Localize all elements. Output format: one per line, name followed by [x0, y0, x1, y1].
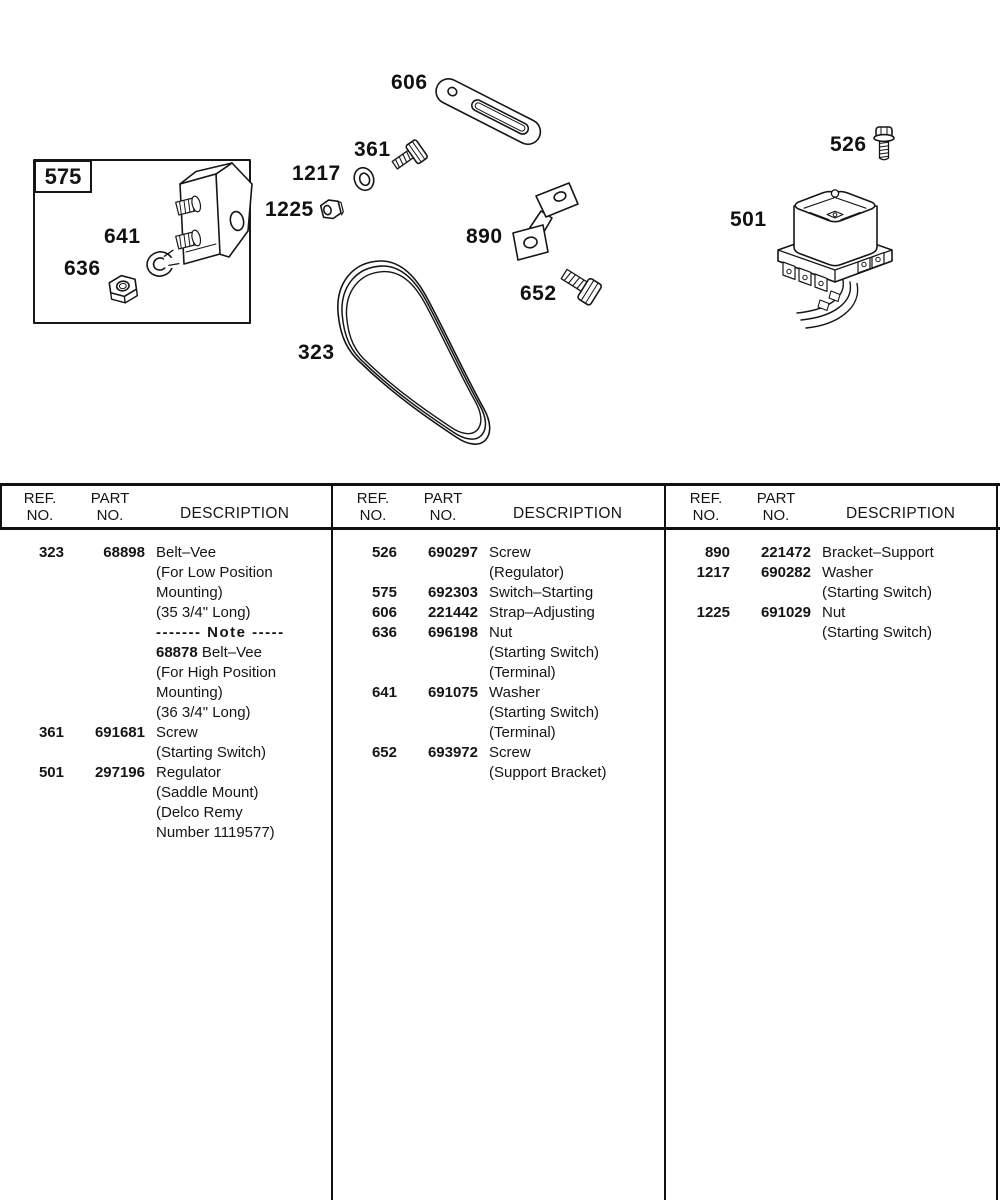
description-line: Regulator — [156, 764, 222, 781]
description-line: Screw — [156, 724, 198, 741]
part-label-652: 652 — [520, 282, 557, 305]
washer-1217-drawing — [351, 165, 377, 193]
description-cell — [478, 683, 599, 743]
ref-no-cell: 501 — [38, 764, 64, 781]
description-cell — [478, 743, 607, 783]
part-no-cell: 691075 — [427, 684, 478, 701]
table-header-group — [333, 486, 664, 527]
screw-526-drawing — [874, 127, 894, 160]
ref-no-header: REF. NO. — [23, 490, 57, 524]
ref-no-cell: 1225 — [696, 604, 730, 621]
description-cell — [811, 603, 932, 643]
description-line: (Regulator) — [489, 564, 565, 581]
description-header: DESCRIPTION — [180, 505, 290, 522]
description-cell — [145, 543, 285, 723]
table-body-column — [333, 543, 664, 783]
part-no-header: PART NO. — [90, 490, 130, 524]
part-no-cell: 693972 — [427, 744, 478, 761]
description-line: (Delco Remy — [156, 804, 243, 821]
description-line: Bracket–Support — [822, 544, 934, 561]
table-header-group — [666, 486, 997, 527]
description-line: (Support Bracket) — [489, 764, 607, 781]
description-line: Nut — [822, 604, 846, 621]
ref-no-cell: 575 — [371, 584, 397, 601]
description-line: Screw — [489, 744, 531, 761]
table-row — [666, 543, 997, 563]
description-header: DESCRIPTION — [513, 505, 623, 522]
nut-1225-drawing — [320, 197, 344, 220]
part-label-323: 323 — [298, 341, 335, 364]
ref-no-cell: 526 — [371, 544, 397, 561]
ref-no-header: REF. NO. — [356, 490, 390, 524]
description-cell — [478, 603, 595, 623]
table-row — [333, 743, 664, 783]
ref-no-cell: 606 — [371, 604, 397, 621]
part-label-575: 575 — [34, 160, 92, 193]
description-cell — [478, 623, 599, 683]
description-line: (Starting Switch) — [822, 584, 933, 601]
description-line: Mounting) — [156, 684, 223, 701]
ref-no-header: REF. NO. — [689, 490, 723, 524]
part-no-cell: 221472 — [760, 544, 811, 561]
description-cell — [145, 763, 275, 843]
part-label-890: 890 — [466, 225, 503, 248]
screw-361-drawing — [389, 139, 428, 175]
ref-no-cell: 641 — [371, 684, 397, 701]
description-header: DESCRIPTION — [846, 505, 956, 522]
table-row — [333, 603, 664, 623]
bracket-support-890-drawing — [513, 183, 578, 260]
regulator-drawing — [778, 190, 892, 328]
description-line: (For Low Position — [156, 564, 273, 581]
part-no-cell: 68898 — [103, 544, 145, 561]
description-line: 68878 Belt–Vee — [156, 644, 262, 661]
table-row — [333, 543, 664, 583]
part-label-1217: 1217 — [292, 162, 341, 185]
description-line: Washer — [489, 684, 541, 701]
table-row — [666, 603, 997, 643]
part-label-636: 636 — [64, 257, 101, 280]
part-label-606: 606 — [391, 71, 428, 94]
part-no-cell: 696198 — [427, 624, 478, 641]
ref-no-cell: 361 — [38, 724, 64, 741]
screw-652-drawing — [557, 265, 602, 306]
part-no-cell: 690297 — [427, 544, 478, 561]
nut-636-drawing — [109, 274, 139, 305]
part-no-cell: 690282 — [760, 564, 811, 581]
description-line: Mounting) — [156, 584, 223, 601]
part-label-526: 526 — [830, 133, 867, 156]
description-line: (For High Position — [156, 664, 277, 681]
ref-no-cell: 636 — [371, 624, 397, 641]
description-line: (Starting Switch) — [156, 744, 267, 761]
part-no-cell: 221442 — [427, 604, 478, 621]
ref-no-cell: 890 — [704, 544, 730, 561]
description-line: ------- Note ----- — [156, 624, 285, 641]
description-line: Belt–Vee — [156, 544, 217, 561]
table-row — [0, 723, 331, 763]
description-line: (Starting Switch) — [822, 624, 933, 641]
description-cell — [478, 543, 564, 583]
part-label-641: 641 — [104, 225, 141, 248]
description-line: (Starting Switch) — [489, 704, 600, 721]
description-line: (Terminal) — [489, 724, 556, 741]
description-line: Switch–Starting — [489, 584, 594, 601]
description-line: Washer — [822, 564, 874, 581]
description-line: (35 3/4" Long) — [156, 604, 251, 621]
description-cell — [145, 723, 266, 763]
description-line: (Terminal) — [489, 664, 556, 681]
description-cell — [478, 583, 593, 603]
switch-starting-drawing — [175, 163, 252, 264]
description-line: (Starting Switch) — [489, 644, 600, 661]
description-cell — [811, 563, 932, 603]
table-header-rule — [0, 527, 1000, 530]
part-no-header: PART NO. — [756, 490, 796, 524]
ref-no-cell: 1217 — [696, 564, 730, 581]
part-label-1225: 1225 — [265, 198, 314, 221]
part-no-cell: 297196 — [94, 764, 145, 781]
ref-no-cell: 652 — [371, 744, 397, 761]
part-no-header: PART NO. — [423, 490, 463, 524]
part-label-361: 361 — [354, 138, 391, 161]
description-line: Number 1119577) — [156, 824, 275, 841]
part-label-501: 501 — [730, 208, 767, 231]
description-line: Screw — [489, 544, 531, 561]
belt-vee-drawing — [338, 261, 490, 444]
table-row — [333, 683, 664, 743]
lock-washer-641-drawing — [144, 247, 182, 280]
table-row — [0, 763, 331, 843]
table-header-group — [0, 486, 331, 527]
table-row — [333, 583, 664, 603]
table-body-column — [666, 543, 997, 643]
table-body-column — [0, 543, 331, 843]
parts-diagram — [0, 0, 1000, 483]
description-cell — [811, 543, 934, 563]
table-row — [0, 543, 331, 723]
description-line: Strap–Adjusting — [489, 604, 595, 621]
description-line: (Saddle Mount) — [156, 784, 259, 801]
part-no-cell: 691029 — [760, 604, 811, 621]
description-line: Nut — [489, 624, 513, 641]
ref-no-cell: 323 — [38, 544, 64, 561]
table-row — [333, 623, 664, 683]
description-line: (36 3/4" Long) — [156, 704, 251, 721]
strap-adjusting-drawing — [432, 75, 545, 149]
part-no-cell: 692303 — [427, 584, 478, 601]
parts-table — [0, 483, 1000, 1200]
part-no-cell: 691681 — [94, 724, 145, 741]
table-row — [666, 563, 997, 603]
